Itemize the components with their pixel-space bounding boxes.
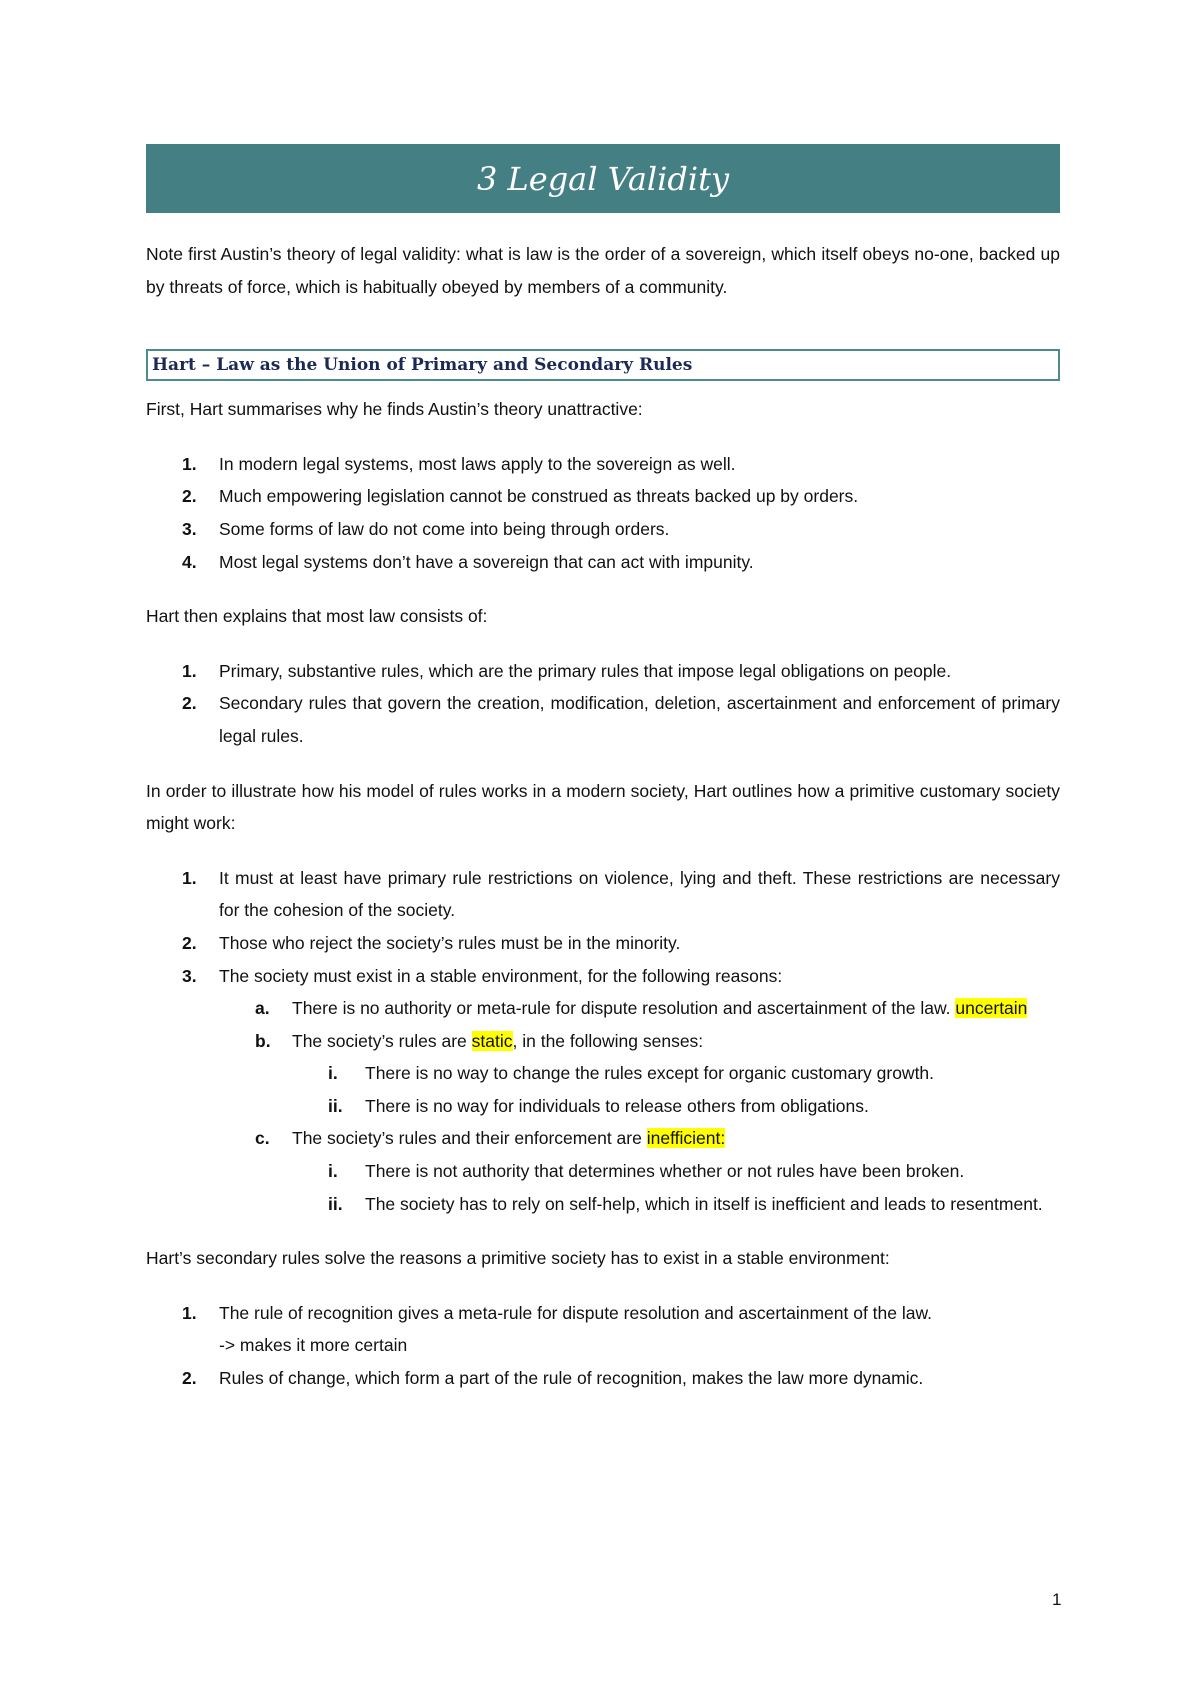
list-marker: b. <box>255 1030 271 1051</box>
highlight-inefficient: inefficient: <box>646 1128 726 1149</box>
list-marker: 1. <box>182 1302 197 1323</box>
list-law-consists-of <box>146 655 1060 753</box>
list-item-text: The rule of recognition gives a meta-rule for dispute resolution and ascertainment of the law. <box>219 1302 933 1323</box>
list-marker: 4. <box>182 551 197 572</box>
list-marker: 1. <box>182 453 197 474</box>
list-item <box>292 1057 1060 1090</box>
list-secondary-rules <box>146 1297 1060 1395</box>
list-marker: 1. <box>182 867 197 888</box>
list-item <box>146 480 1060 513</box>
list-item <box>292 1188 1060 1221</box>
list-item-text: The society has to rely on self-help, which in itself is inefficient and leads to resentment. <box>365 1193 1043 1214</box>
list-item-text: It must at least have primary rule restrictions on violence, lying and theft. These restrictions are necessary for the cohesion of the society. <box>219 867 1060 921</box>
list-item <box>219 992 1060 1025</box>
section-heading: Hart – Law as the Union of Primary and Secondary Rules <box>146 349 1060 381</box>
list-item-text: There is no way for individuals to release others from obligations. <box>365 1095 869 1116</box>
list-item-text: There is no way to change the rules except for organic customary growth. <box>365 1063 935 1084</box>
page-number: 1 <box>1052 1590 1062 1609</box>
list-marker: 2. <box>182 486 197 507</box>
list-item-text: , in the following senses: <box>512 1030 704 1051</box>
list-marker: c. <box>255 1128 270 1149</box>
list-item-text: Much empowering legislation cannot be construed as threats backed up by orders. <box>219 486 859 507</box>
list-marker: i. <box>328 1063 338 1084</box>
paragraph-hart-explains: Hart then explains that most law consists of: <box>146 606 488 627</box>
sublist-reasons <box>146 992 1060 1220</box>
sublist-inefficiency <box>292 1155 1060 1220</box>
list-item <box>292 1155 1060 1188</box>
list-austin-criticisms <box>146 448 1060 578</box>
list-item <box>146 546 1060 579</box>
list-item-text: Primary, substantive rules, which are the primary rules that impose legal obligations on people. <box>219 660 952 681</box>
list-item <box>146 448 1060 481</box>
list-item-text: There is no authority or meta-rule for dispute resolution and ascertainment of the law. <box>292 998 951 1019</box>
page-title: 3 Legal Validity <box>146 144 1060 213</box>
list-item <box>292 1090 1060 1123</box>
list-item <box>146 655 1060 688</box>
list-item-text: Some forms of law do not come into being through orders. <box>219 518 670 539</box>
paragraph-secondary-rules: Hart’s secondary rules solve the reasons a primitive society has to exist in a stable environment: <box>146 1248 890 1269</box>
document-body <box>146 238 1060 1417</box>
list-item-text: Most legal systems don’t have a sovereign that can act with impunity. <box>219 551 754 572</box>
list-item-text: Rules of change, which form a part of the rule of recognition, makes the law more dynamic. <box>219 1368 924 1389</box>
list-marker: i. <box>328 1161 338 1182</box>
list-item <box>146 960 1060 1221</box>
sublist-static-senses <box>292 1057 1060 1122</box>
list-marker: 3. <box>182 518 197 539</box>
list-item-text: In modern legal systems, most laws apply to the sovereign as well. <box>219 453 736 474</box>
list-marker: ii. <box>328 1095 343 1116</box>
highlight-static: static <box>471 1030 513 1051</box>
list-item <box>146 1297 1060 1362</box>
list-item <box>146 862 1060 927</box>
list-item-text: The society must exist in a stable environment, for the following reasons: <box>219 965 783 986</box>
paragraph-first-hart: First, Hart summarises why he finds Austin’s theory unattractive: <box>146 399 643 420</box>
list-marker: 2. <box>182 693 197 714</box>
list-item <box>146 927 1060 960</box>
list-item-text: There is not authority that determines whether or not rules have been broken. <box>365 1161 965 1182</box>
list-item <box>146 513 1060 546</box>
list-item <box>219 1025 1060 1123</box>
list-item-note: -> makes it more certain <box>219 1335 408 1356</box>
list-marker: a. <box>255 998 270 1019</box>
list-item <box>146 1362 1060 1395</box>
highlight-uncertain: uncertain <box>955 998 1028 1019</box>
list-item-text: Those who reject the society’s rules must be in the minority. <box>219 932 681 953</box>
list-primitive-society <box>146 862 1060 1221</box>
list-item-text: The society’s rules and their enforcement are <box>292 1128 642 1149</box>
paragraph-primitive-society: In order to illustrate how his model of rules works in a modern society, Hart outlines how a primitive customary society might work: <box>146 780 1060 834</box>
list-item-text: Secondary rules that govern the creation, modification, deletion, ascertainment and enforcement of primary legal rules. <box>219 693 1060 746</box>
list-marker: 1. <box>182 660 197 681</box>
list-marker: 2. <box>182 1368 197 1389</box>
list-item-text: The society’s rules are <box>292 1030 467 1051</box>
list-marker: ii. <box>328 1193 343 1214</box>
list-item <box>146 687 1060 752</box>
list-marker: 2. <box>182 932 197 953</box>
intro-paragraph: Note first Austin’s theory of legal validity: what is law is the order of a sovereign, which itself obeys no-one, backed up by threats of force, which is habitually obeyed by members of a community. <box>146 244 1060 297</box>
list-item <box>219 1122 1060 1220</box>
list-marker: 3. <box>182 965 197 986</box>
